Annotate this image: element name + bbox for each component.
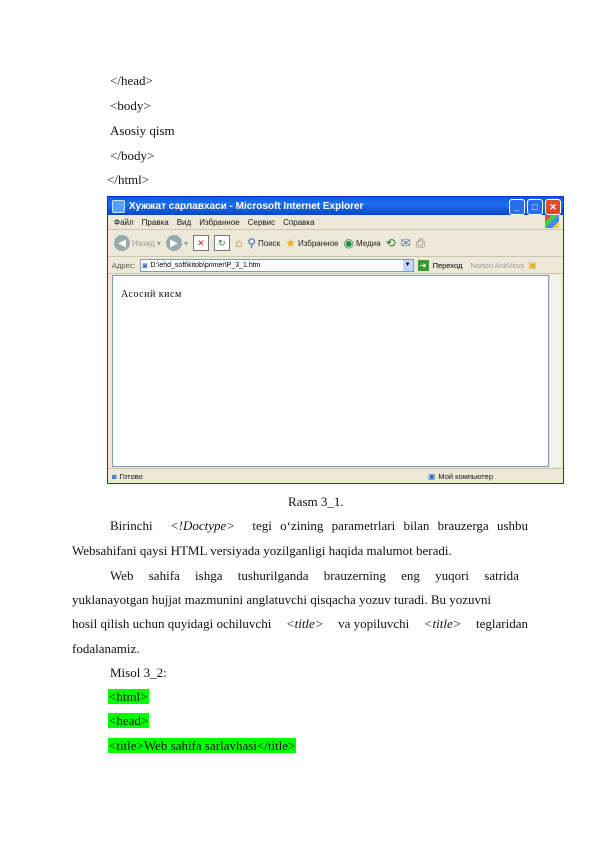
p2-l3-title2: <title> [423,616,462,631]
menu-tools[interactable]: Сервис [247,217,276,227]
code-line-body-close: </body> [110,148,155,163]
browser-toolbar [108,230,563,257]
media-button[interactable] [343,236,380,250]
history-icon[interactable]: ⟲ [385,236,396,250]
norton-icon[interactable]: ▣ [528,259,537,270]
star-icon: ★ [285,236,296,250]
p2-l3-title1: <title> [285,616,324,631]
computer-icon: ▣ [427,471,436,481]
example-label: Misol 3_2: [110,665,167,680]
back-arrow-icon: ◀ [114,235,130,251]
menu-edit[interactable]: Правка [141,217,169,227]
mail-icon[interactable]: ✉ [400,236,411,250]
go-arrow-icon[interactable]: ➜ [418,260,429,271]
norton-label[interactable]: Norton AntiVirus [470,260,525,270]
p2-l3-b: va yopiluvchi [338,616,410,631]
code-line-html-close: </html> [107,172,150,187]
browser-window [107,196,564,484]
menu-favorites[interactable]: Избранное [199,217,240,227]
page-icon: ◙ [142,260,148,270]
go-label[interactable]: Переход [432,260,463,270]
code-bottom-html-text: <html> [109,689,148,704]
p1-word-birinchi: Birinchi [110,518,153,533]
code-line-head-close: </head> [110,73,153,88]
minimize-button[interactable]: _ [509,199,525,215]
code-bottom-head-text: <head> [109,713,149,728]
code-line-body-open: <body> [110,98,151,113]
media-label: Медиа [355,238,381,248]
address-label: Адрес: [112,260,136,270]
search-icon: ⚲ [247,236,256,250]
search-button[interactable] [247,236,280,250]
p1-doctype: <!Doctype> [169,518,236,533]
p1-line-1 [110,518,528,534]
windows-logo-icon [545,215,559,228]
p2-line-1: Web sahifa ishga tushurilganda brauzerning eng yuqori satrida [110,568,519,583]
close-button[interactable]: ✕ [545,199,561,215]
status-zone-label: Мой компьютер [438,471,493,481]
p2-line-2: yuklanayotgan hujjat mazmunini anglatuvchi qisqacha yozuv turadi. Bu yozuvni [72,592,492,607]
code-bottom-html [108,689,149,705]
vertical-scrollbar[interactable] [549,275,561,467]
favorites-button[interactable] [285,236,338,250]
menu-file[interactable]: Файл [114,217,134,227]
code-bottom-title [108,738,296,754]
p2-line-4: fodalanamiz. [72,641,140,656]
refresh-icon[interactable]: ↻ [214,235,230,251]
p2-line-3 [72,616,528,632]
browser-menubar [108,215,563,230]
code-line-main-text: Asosiy qism [110,123,175,138]
search-label: Поиск [258,238,281,248]
address-bar [108,257,563,274]
chevron-down-icon[interactable]: ▼ [403,260,413,271]
back-button[interactable]: ◀ Назад ▾ [114,235,161,251]
maximize-button[interactable]: □ [527,199,543,215]
print-icon[interactable]: ⎙ [415,235,426,250]
p2-l3-a: hosil qilish uchun quyidagi ochiluvchi [72,616,272,631]
code-bottom-head [108,713,149,729]
status-page-icon: ◙ [112,471,117,481]
stop-icon[interactable]: ✕ [193,235,209,251]
figure-caption: Rasm 3_1. [288,494,344,509]
menu-view[interactable]: Вид [176,217,192,227]
browser-title: Хужжат сарлавхаси - Microsoft Internet Explorer [129,200,364,212]
back-label: Назад [132,238,155,248]
media-icon: ◉ [343,236,354,250]
address-value: D:\ehd_soft\kitob\primer\P_3_1.htm [150,261,261,269]
p1-line-2: Websahifani qaysi HTML versiyada yozilganligi haqida malumot beradi. [72,543,452,558]
menu-help[interactable]: Справка [283,217,315,227]
content-text: Асосий кисм [121,289,182,300]
p1-rest: tegi o‘zining parametrlari bilan brauzerga ushbu [252,518,528,533]
home-icon[interactable]: ⌂ [234,236,243,250]
status-left: Готово [119,471,143,481]
forward-arrow-icon: ▶ [166,235,182,251]
code-bottom-title-text: <title>Web sahifa sarlavhasi</title> [109,738,296,753]
status-zone [428,470,493,482]
p2-l3-c: teglaridan [476,616,528,631]
browser-content [112,275,549,467]
status-bar [108,468,563,483]
browser-titlebar [108,197,563,215]
favorites-label: Избранное [297,238,339,248]
forward-button[interactable]: ▶ ▾ [166,235,188,251]
ie-icon [112,200,125,213]
address-input[interactable] [140,259,414,272]
